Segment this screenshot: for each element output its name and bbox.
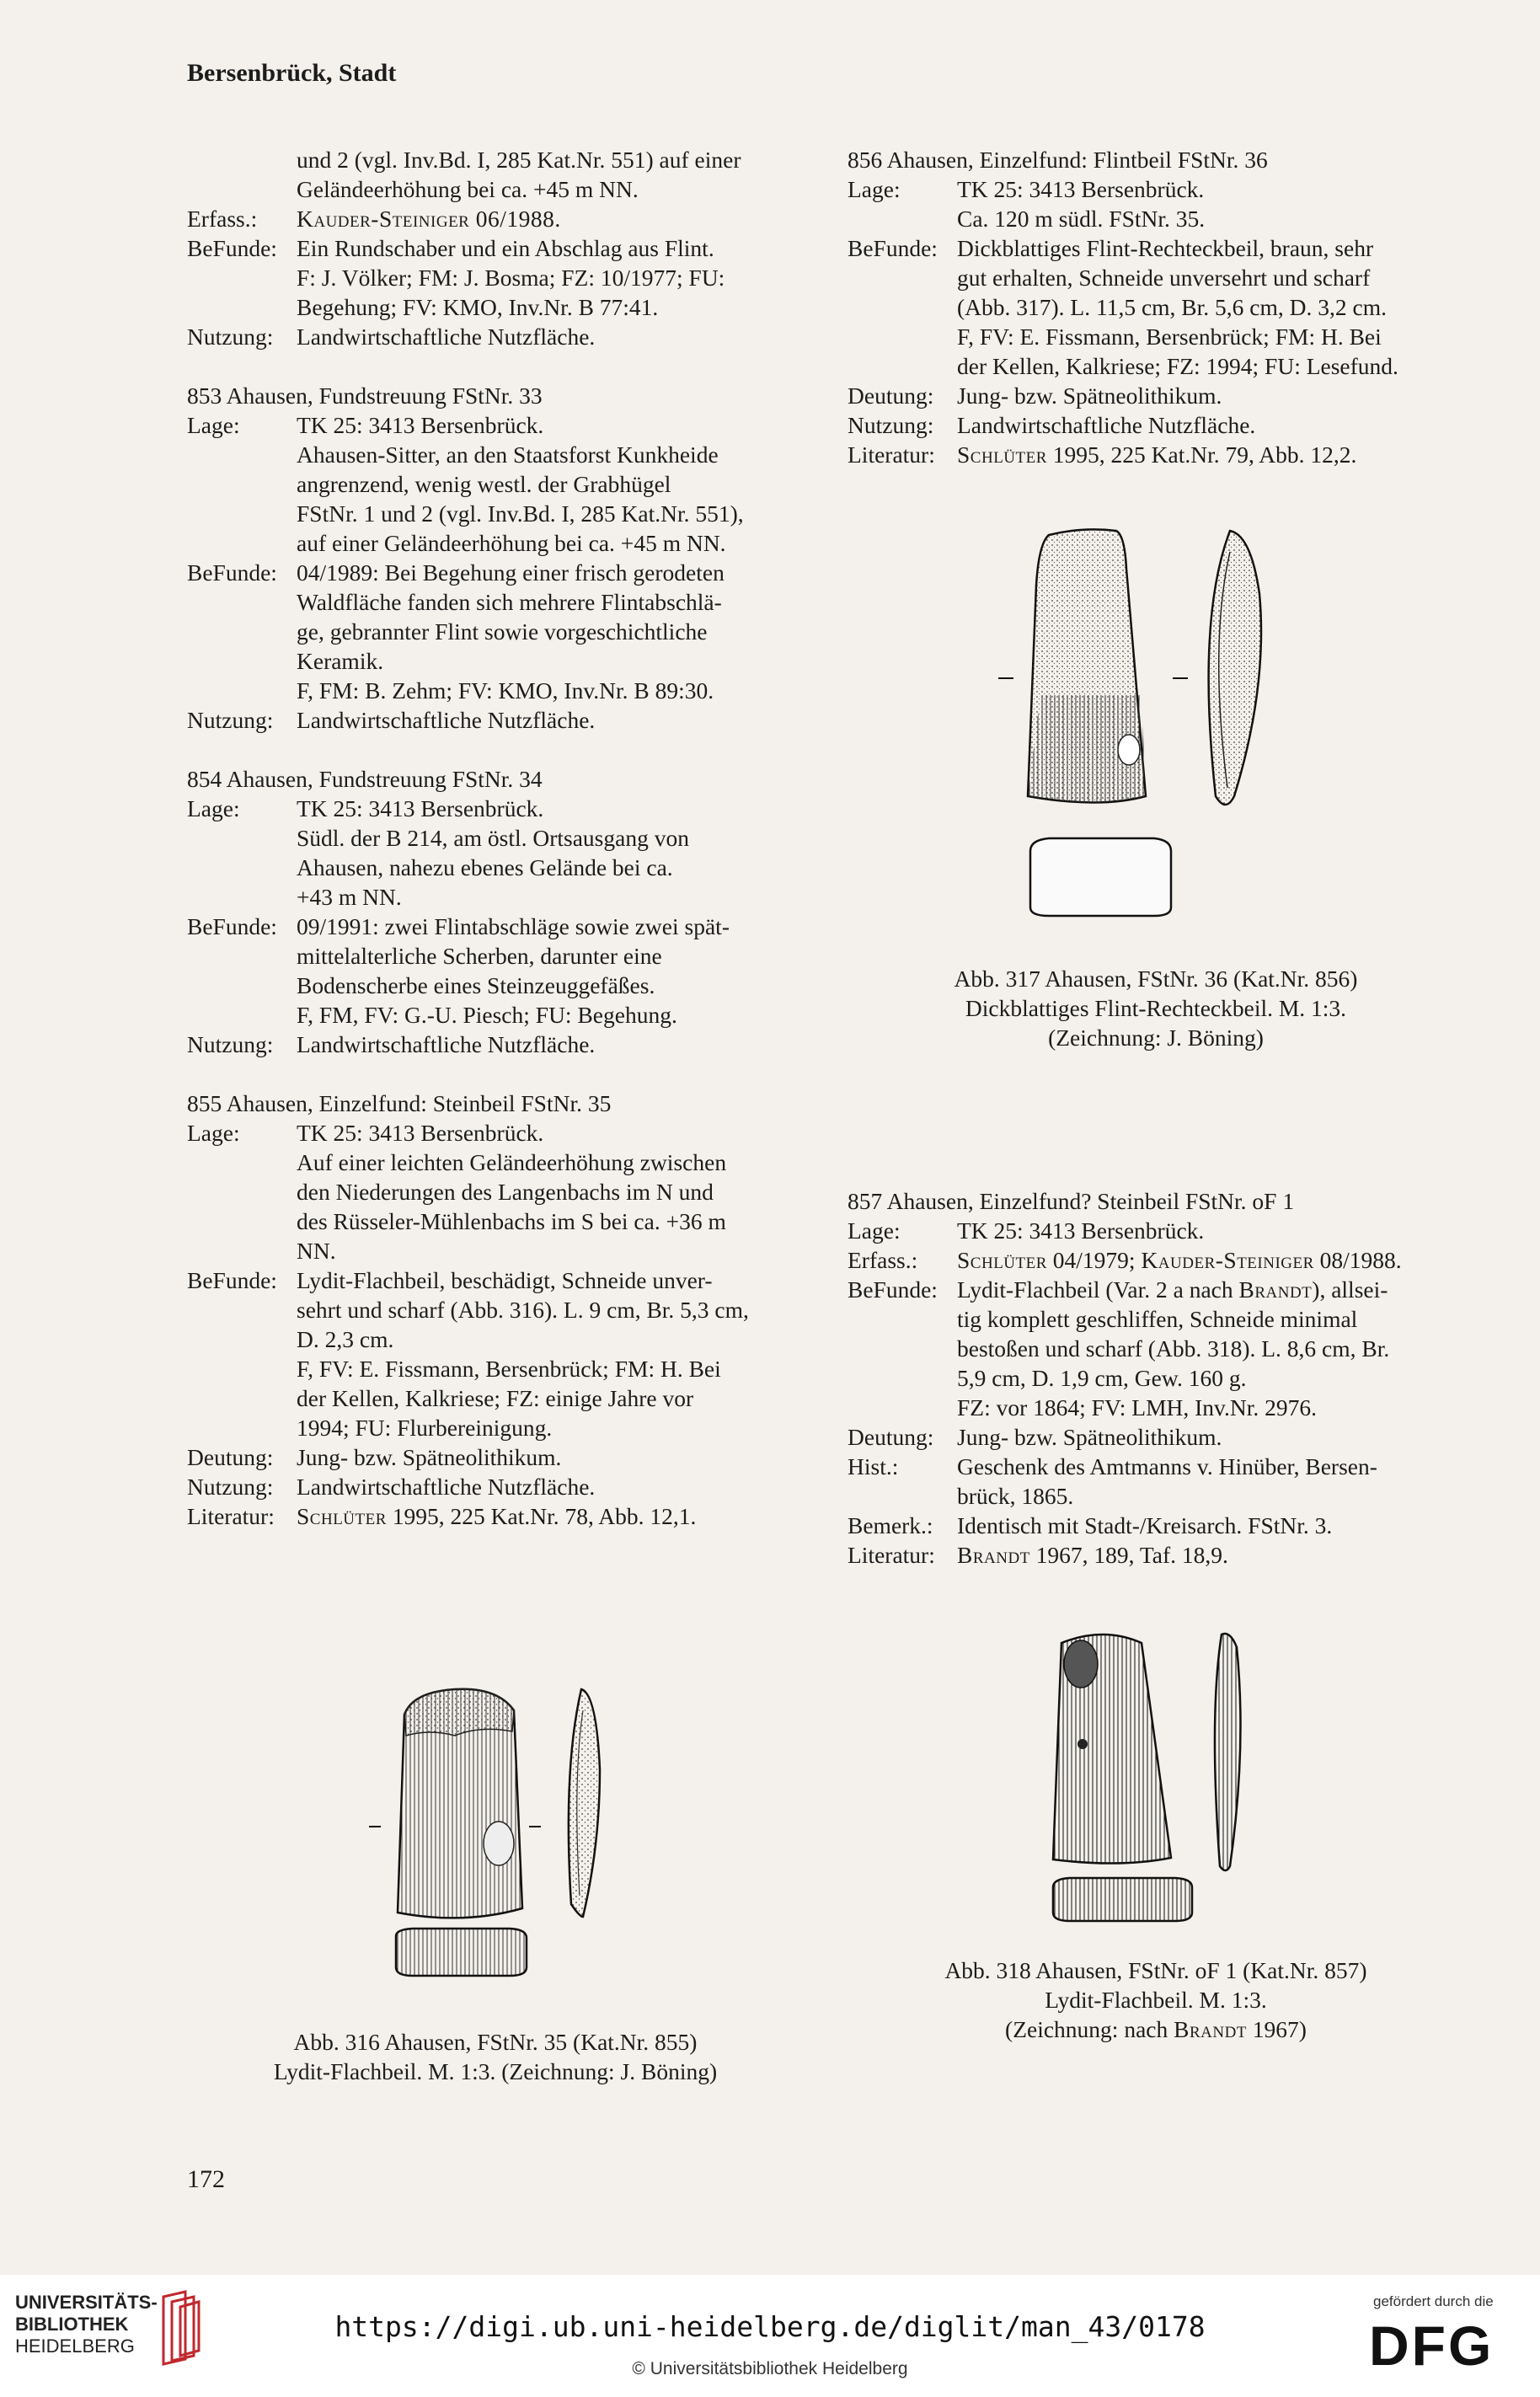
text-line: mittelalterliche Scherben, darunter eine: [297, 943, 662, 969]
deutung-row: [187, 1442, 804, 1472]
figure-318-caption: [848, 1956, 1464, 2044]
field-label: BeFunde:: [187, 913, 277, 939]
logo-text-line: HEIDELBERG: [15, 2335, 135, 2357]
text-line: F: J. Völker; FM: J. Bosma; FZ: 10/1977; FU:: [297, 265, 725, 291]
nutzung-row: [187, 705, 804, 735]
entry-heading: [848, 145, 1464, 174]
text-fragment: Lydit-Flachbeil (Var. 2 a nach: [957, 1276, 1239, 1303]
nutzung-row: [187, 1472, 804, 1501]
field-label: BeFunde:: [187, 235, 277, 261]
caption-fragment: 1967): [1246, 2016, 1307, 2042]
lage-row: [848, 174, 1464, 204]
field-label: Erfass.:: [187, 206, 258, 232]
copyright-notice: © Universitätsbibliothek Heidelberg: [632, 2359, 908, 2378]
text-line: tig komplett geschliffen, Schneide minimal: [957, 1306, 1358, 1332]
entry-number: 857: [848, 1188, 883, 1214]
citation-author: Brandt: [1238, 1276, 1313, 1303]
text-line: F, FM, FV: G.-U. Piesch; FU: Begehung.: [297, 1002, 677, 1028]
text-line: der Kellen, Kalkriese; FZ: einige Jahre vor: [297, 1385, 694, 1411]
field-label: Lage:: [848, 1217, 901, 1244]
text-line: Auf einer leichten Geländeerhöhung zwischen: [297, 1149, 727, 1175]
entry-854: [187, 764, 804, 1059]
bemerk-row: [848, 1511, 1464, 1540]
field-label: Literatur:: [848, 441, 935, 468]
lage-row: [187, 1118, 804, 1148]
field-value: TK 25: 3413 Bersenbrück.: [297, 412, 544, 438]
field-value: Dickblattiges Flint-Rechteckbeil, braun, sehr: [957, 235, 1374, 261]
text-line: ge, gebrannter Flint sowie vorgeschichtliche: [297, 618, 708, 645]
field-value: TK 25: 3413 Bersenbrück.: [297, 795, 544, 821]
field-label: Nutzung:: [187, 324, 274, 350]
befunde-row: [187, 233, 804, 263]
field-label: Bemerk.:: [848, 1512, 933, 1538]
citation-details: 1967, 189, Taf. 18,9.: [1035, 1542, 1228, 1568]
text-line: NN.: [297, 1238, 336, 1264]
field-label: Literatur:: [187, 1503, 275, 1529]
field-label: BeFunde:: [187, 1267, 277, 1293]
field-value: 09/1991: zwei Flintabschläge sowie zwei spät-: [297, 913, 730, 939]
nutzung-row: [187, 1030, 804, 1059]
text-line: angrenzend, wenig westl. der Grabhügel: [297, 471, 671, 497]
entry-title: Ahausen, Fundstreuung FStNr. 34: [226, 766, 543, 792]
entry-number: 854: [187, 766, 222, 792]
entry-heading: [848, 1186, 1464, 1216]
page-number: 172: [187, 2165, 225, 2193]
field-label: Deutung:: [848, 1424, 934, 1450]
lage-row: [187, 410, 804, 440]
right-column: [848, 145, 1464, 469]
text-line: Ca. 120 m südl. FStNr. 35.: [957, 206, 1206, 232]
field-label: Nutzung:: [187, 1474, 274, 1500]
citation-details: 1995, 225 Kat.Nr. 79, Abb. 12,2.: [1052, 441, 1357, 468]
field-value: Geschenk des Amtmanns v. Hinüber, Bersen-: [957, 1453, 1377, 1479]
field-label: Hist.:: [848, 1453, 899, 1479]
recorder-name: Kauder-Steiniger: [1141, 1247, 1314, 1273]
field-label: Deutung:: [848, 383, 934, 409]
field-value: Landwirtschaftliche Nutzfläche.: [297, 1474, 596, 1500]
text-line: und 2 (vgl. Inv.Bd. I, 285 Kat.Nr. 551) auf einer: [297, 147, 741, 173]
running-head: Bersenbrück, Stadt: [187, 59, 397, 87]
literatur-row: [848, 1540, 1464, 1570]
logo-text-line: BIBLIOTHEK: [15, 2314, 129, 2335]
field-label: Lage:: [187, 412, 240, 438]
citation-author: Schlüter: [297, 1503, 387, 1529]
text-line: 5,9 cm, D. 1,9 cm, Gew. 160 g.: [957, 1365, 1247, 1391]
text-line: der Kellen, Kalkriese; FZ: 1994; FU: Lesefund.: [957, 353, 1398, 379]
field-label: Deutung:: [187, 1444, 274, 1470]
text-line: auf einer Geländeerhöhung bei ca. +45 m NN.: [297, 530, 726, 556]
caption-line: [848, 2014, 1464, 2044]
text-fragment: ), allsei-: [1312, 1276, 1388, 1303]
caption-line: Dickblattiges Flint-Rechteckbeil. M. 1:3.: [965, 995, 1347, 1021]
field-value: TK 25: 3413 Bersenbrück.: [957, 1217, 1205, 1244]
entry-heading: [187, 1089, 804, 1118]
lage-row: [848, 1216, 1464, 1245]
figure-316-axe-drawing: [362, 1677, 666, 2009]
text-line: Ahausen-Sitter, an den Staatsforst Kunkheide: [297, 441, 719, 468]
deutung-row: [848, 1422, 1464, 1452]
field-value: Landwirtschaftliche Nutzfläche.: [297, 324, 596, 350]
text-line: Ahausen, nahezu ebenes Gelände bei ca.: [297, 854, 673, 880]
field-value: Identisch mit Stadt-/Kreisarch. FStNr. 3.: [957, 1512, 1333, 1538]
citation-details: 1995, 225 Kat.Nr. 78, Abb. 12,1.: [392, 1503, 697, 1529]
field-value: TK 25: 3413 Bersenbrück.: [297, 1120, 544, 1146]
field-label: Nutzung:: [848, 412, 934, 438]
field-label: BeFunde:: [187, 559, 277, 586]
entry-855: [187, 1089, 804, 1531]
text-line: sehrt und scharf (Abb. 316). L. 9 cm, Br. 5,3 cm,: [297, 1297, 749, 1323]
dfg-logo[interactable]: DFG: [1369, 2314, 1495, 2377]
field-label: Lage:: [187, 795, 240, 821]
befunde-row: [848, 1275, 1464, 1304]
field-label: Erfass.:: [848, 1247, 918, 1273]
entry-number: 856: [848, 147, 883, 173]
right-column-lower: [848, 1186, 1464, 1570]
permalink-url[interactable]: https://digi.ub.uni-heidelberg.de/diglit/man_43/0178: [334, 2310, 1206, 2343]
citation-author: Brandt: [1174, 2016, 1247, 2042]
entry-856: [848, 145, 1464, 469]
text-line: 1994; FU: Flurbereinigung.: [297, 1415, 553, 1441]
nutzung-row: [848, 410, 1464, 440]
entry-heading: [187, 764, 804, 794]
text-line: FStNr. 1 und 2 (vgl. Inv.Bd. I, 285 Kat.Nr. 551),: [297, 500, 744, 527]
text-line: Südl. der B 214, am östl. Ortsausgang von: [297, 825, 689, 851]
citation-author: Schlüter: [957, 441, 1047, 468]
figure-318-axe-drawing: [1036, 1622, 1289, 1942]
caption-line: (Zeichnung: J. Böning): [1048, 1025, 1264, 1051]
entry-number: 853: [187, 383, 222, 409]
field-value: Ein Rundschaber und ein Abschlag aus Flint.: [297, 235, 714, 261]
entry-852-continuation: [187, 145, 804, 351]
field-value: Kauder-Steiniger 06/1988.: [297, 206, 561, 232]
literatur-row: [187, 1501, 804, 1531]
nutzung-row: [187, 322, 804, 351]
text-line: Keramik.: [297, 648, 384, 674]
field-label: BeFunde:: [848, 1276, 938, 1303]
caption-line: Lydit-Flachbeil. M. 1:3.: [1045, 1987, 1267, 2013]
field-value: Jung- bzw. Spätneolithikum.: [957, 383, 1222, 409]
entry-title: Ahausen, Einzelfund: Steinbeil FStNr. 35: [226, 1090, 612, 1116]
text-line: +43 m NN.: [297, 884, 402, 910]
text-line: Waldfläche fanden sich mehrere Flintabschlä-: [297, 589, 722, 615]
entry-number: 855: [187, 1090, 222, 1116]
text-line: (Abb. 317). L. 11,5 cm, Br. 5,6 cm, D. 3,2 cm.: [957, 294, 1387, 320]
befunde-row: [848, 233, 1464, 263]
literatur-row: [848, 440, 1464, 469]
text-line: Begehung; FV: KMO, Inv.Nr. B 77:41.: [297, 294, 659, 320]
field-value: Jung- bzw. Spätneolithikum.: [957, 1424, 1222, 1450]
caption-line: Abb. 316 Ahausen, FStNr. 35 (Kat.Nr. 855): [293, 2029, 698, 2055]
field-value: TK 25: 3413 Bersenbrück.: [957, 176, 1205, 202]
left-column: [187, 145, 804, 1531]
text-line: FZ: vor 1864; FV: LMH, Inv.Nr. 2976.: [957, 1394, 1318, 1421]
text-line: D. 2,3 cm.: [297, 1326, 394, 1352]
entry-title: Ahausen, Einzelfund? Steinbeil FStNr. oF 1: [886, 1188, 1295, 1214]
entry-857: [848, 1186, 1464, 1570]
record-date: 08/1988.: [1313, 1247, 1402, 1273]
citation-author: Brandt: [957, 1542, 1030, 1568]
text-line: bestoßen und scharf (Abb. 318). L. 8,6 cm, Br.: [957, 1335, 1390, 1362]
field-value: Jung- bzw. Spätneolithikum.: [297, 1444, 562, 1470]
figure-317-axe-drawing: [990, 518, 1327, 973]
text-line: F, FV: E. Fissmann, Bersenbrück; FM: H. Bei: [297, 1356, 721, 1382]
befunde-row: [187, 1265, 804, 1295]
text-line: gut erhalten, Schneide unversehrt und scharf: [957, 265, 1371, 291]
text-line: brück, 1865.: [957, 1483, 1074, 1509]
text-line: des Rüsseler-Mühlenbachs im S bei ca. +36 m: [297, 1208, 726, 1234]
text-line: F, FV: E. Fissmann, Bersenbrück; FM: H. Bei: [957, 324, 1382, 350]
caption-line: Abb. 318 Ahausen, FStNr. oF 1 (Kat.Nr. 857): [944, 1957, 1367, 1983]
entry-853: [187, 381, 804, 735]
figure-317-caption: [848, 964, 1464, 1052]
field-label: Literatur:: [848, 1542, 935, 1568]
figure-316-caption: [187, 2027, 804, 2086]
text-line: Bodenscherbe eines Steinzeuggefäßes.: [297, 972, 655, 998]
logo-text-line: UNIVERSITÄTS-: [15, 2292, 158, 2313]
text-line: den Niederungen des Langenbachs im N und: [297, 1179, 714, 1205]
entry-title: Ahausen, Fundstreuung FStNr. 33: [226, 383, 543, 409]
field-value: Lydit-Flachbeil, beschädigt, Schneide unver-: [297, 1267, 713, 1293]
field-value: Landwirtschaftliche Nutzfläche.: [297, 707, 596, 733]
field-value: Landwirtschaftliche Nutzfläche.: [957, 412, 1256, 438]
lage-row: [187, 794, 804, 823]
field-label: Nutzung:: [187, 1031, 274, 1057]
hist-row: [848, 1452, 1464, 1481]
caption-line: Abb. 317 Ahausen, FStNr. 36 (Kat.Nr. 856): [954, 966, 1358, 992]
caption-line: Lydit-Flachbeil. M. 1:3. (Zeichnung: J. Böning): [273, 2058, 718, 2084]
field-label: Nutzung:: [187, 707, 274, 733]
text-line: Geländeerhöhung bei ca. +45 m NN.: [297, 176, 639, 202]
erfass-row: [848, 1245, 1464, 1275]
field-value: Landwirtschaftliche Nutzfläche.: [297, 1031, 596, 1057]
field-label: Lage:: [848, 176, 901, 202]
befunde-row: [187, 912, 804, 941]
entry-heading: [187, 381, 804, 410]
deutung-row: [848, 381, 1464, 410]
sponsor-label: gefördert durch die: [1373, 2293, 1494, 2309]
field-value: 04/1989: Bei Begehung einer frisch gerodeten: [297, 559, 725, 586]
record-date: 04/1979;: [1046, 1247, 1142, 1273]
caption-fragment: (Zeichnung: nach: [1005, 2016, 1174, 2042]
text-line: F, FM: B. Zehm; FV: KMO, Inv.Nr. B 89:30.: [297, 677, 714, 704]
entry-title: Ahausen, Einzelfund: Flintbeil FStNr. 36: [886, 147, 1268, 173]
field-label: BeFunde:: [848, 235, 938, 261]
erfass-row: [187, 204, 804, 233]
field-label: Lage:: [187, 1120, 240, 1146]
befunde-row: [187, 558, 804, 587]
recorder-name: Schlüter: [957, 1247, 1047, 1273]
